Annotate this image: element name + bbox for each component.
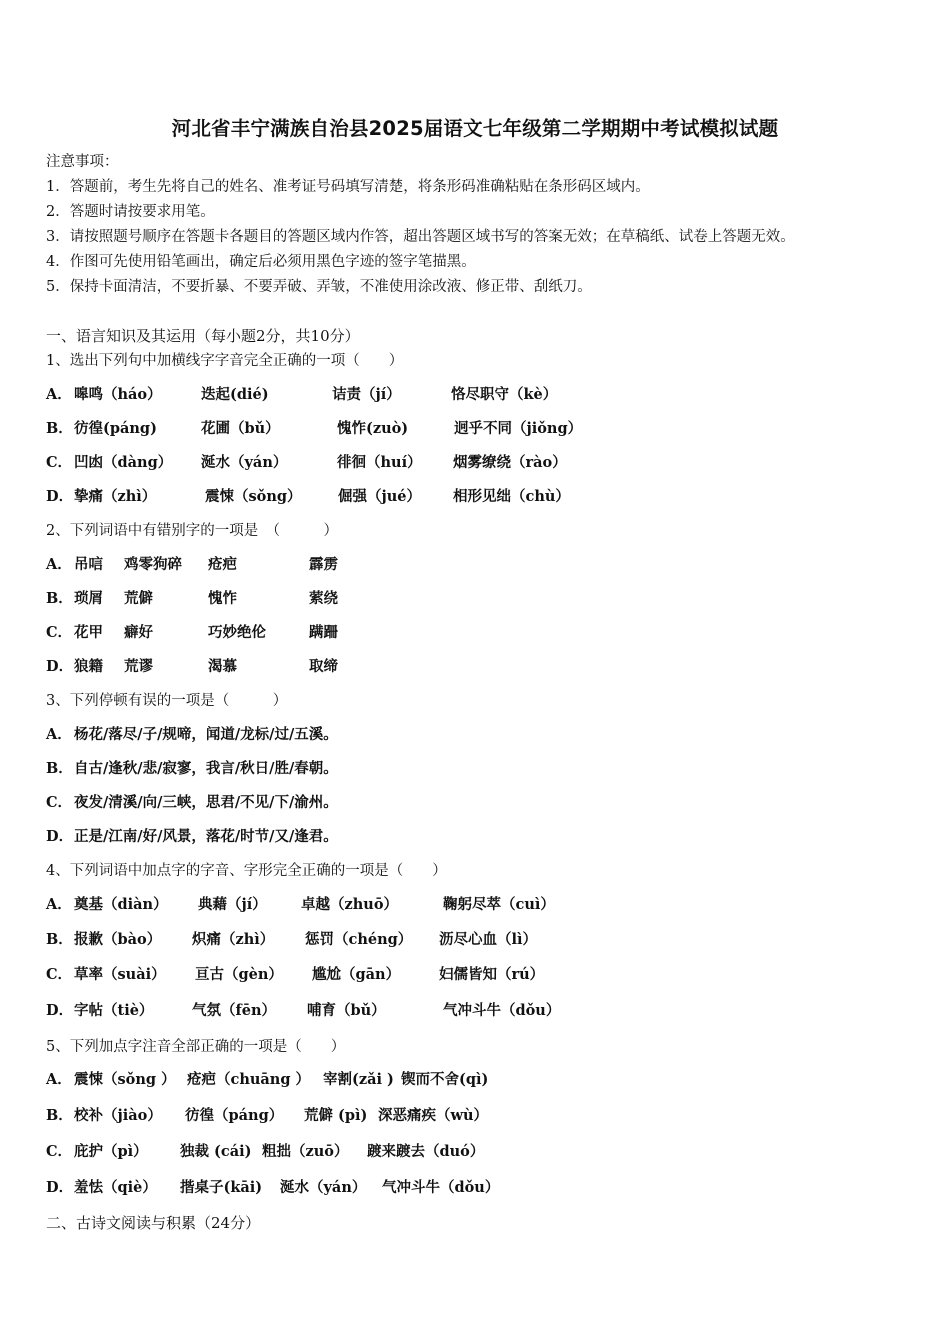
option-row [46, 589, 338, 609]
option-item: 杨花/落尽/子/规啼，闻道/龙标/过/五溪。 [74, 726, 338, 743]
option-item: 报歉（bào） [74, 931, 162, 948]
option-item: 锲而不舍(qì) [401, 1071, 489, 1088]
option-item: 震悚（sǒng） [205, 488, 302, 505]
option-item: 迭起(dié) [201, 386, 269, 403]
option-item: 花甲 [74, 624, 103, 641]
option-row [46, 657, 338, 677]
option-label: D． [46, 1002, 74, 1019]
option-item: 夜发/清溪/向/三峡，思君/不见/下/渝州。 [74, 794, 338, 811]
option-item: 深恶痛疾（wù） [378, 1107, 489, 1124]
option-item: 卓越（zhuō） [301, 896, 398, 913]
option-item: 彷徨（páng） [185, 1107, 284, 1124]
option-label: C． [46, 624, 73, 641]
option-item: 愧怍(zuò) [337, 420, 409, 437]
question-stem: 1、选出下列句中加横线字字音完全正确的一项（ ） [46, 353, 404, 369]
question-stem: 4、下列词语中加点字的字音、字形完全正确的一项是（ ） [46, 863, 447, 879]
option-item: 妇儒皆知（rú） [439, 966, 545, 983]
option-item: 鞠躬尽萃（cuì） [443, 896, 555, 913]
option-item: 涎水（yán） [280, 1179, 367, 1196]
notice-heading: 注意事项： [46, 154, 119, 170]
option-label: D． [46, 828, 74, 845]
option-row [46, 965, 544, 985]
option-item: 倔强（jué） [338, 488, 422, 505]
option-item: 字帖（tiè） [74, 1002, 154, 1019]
option-item: 踱来踱去（duó） [367, 1143, 485, 1160]
option-item: 沥尽心血（lì） [439, 931, 538, 948]
option-item: 巧妙绝伦 [208, 624, 266, 641]
question-stem: 3、下列停顿有误的一项是（ ） [46, 693, 288, 709]
option-item: 徘徊（huí） [337, 454, 422, 471]
option-row [46, 1070, 488, 1090]
option-label: B． [46, 420, 73, 437]
option-item: 凹凼（dàng） [74, 454, 173, 471]
option-row [46, 385, 557, 405]
option-item: 挚痛（zhì） [74, 488, 157, 505]
section-heading: 二、古诗文阅读与积累（24分） [46, 1214, 261, 1232]
notice-item: 1．答题前，考生先将自己的姓名、准考证号码填写清楚，将条形码准确粘贴在条形码区域内。 [46, 179, 650, 195]
notice-item: 3．请按照题号顺序在答题卡各题目的答题区域内作答，超出答题区域书写的答案无效；在草稿纸、试卷上答题无效。 [46, 229, 795, 245]
option-item: 荒僻 [124, 590, 153, 607]
notice-item: 5．保持卡面清洁，不要折暴、不要弄破、弄皱，不准使用涂改液、修正带、刮纸刀。 [46, 279, 592, 295]
option-row [46, 895, 555, 915]
option-item: 惩罚（chéng） [305, 931, 413, 948]
option-row [46, 1106, 488, 1126]
option-item: 震悚（sǒng ） [74, 1071, 176, 1088]
option-item: 疮疤（chuāng ） [187, 1071, 311, 1088]
option-item: 草率（suài） [74, 966, 166, 983]
option-item: 奠基（diàn） [74, 896, 168, 913]
option-item: 萦绕 [309, 590, 338, 607]
notice-item: 2．答题时请按要求用笔。 [46, 204, 215, 220]
option-row [46, 1178, 499, 1198]
option-row [46, 419, 582, 439]
option-item: 琐屑 [74, 590, 103, 607]
option-label: D． [46, 488, 74, 505]
option-item: 涎水（yán） [201, 454, 288, 471]
option-item: 迥乎不同（jiǒng） [454, 420, 583, 437]
option-item: 典藉（jí） [198, 896, 267, 913]
option-label: B． [46, 590, 73, 607]
option-item: 庇护（pì） [74, 1143, 148, 1160]
option-item: 自古/逢秋/悲/寂寥，我言/秋日/胜/春朝。 [74, 760, 338, 777]
option-item: 宰割(zǎi ) [323, 1071, 394, 1088]
option-row [46, 725, 338, 745]
option-label: C． [46, 794, 73, 811]
option-label: A． [46, 896, 72, 913]
option-row [46, 930, 537, 950]
option-label: A． [46, 1071, 72, 1088]
option-item: 蹒跚 [309, 624, 338, 641]
option-item: 吊唁 [74, 556, 103, 573]
option-label: A． [46, 386, 72, 403]
option-item: 揩桌子(kāi) [180, 1179, 263, 1196]
option-item: 恪尽职守（kè） [451, 386, 558, 403]
option-item: 鸡零狗碎 [124, 556, 182, 573]
option-label: B． [46, 1107, 73, 1124]
option-item: 尴尬（gān） [312, 966, 401, 983]
option-item: 炽痛（zhì） [192, 931, 275, 948]
option-item: 荒僻 (pì) [304, 1107, 368, 1124]
option-item: 气冲斗牛（dǒu） [443, 1002, 561, 1019]
option-item: 气氛（fēn） [192, 1002, 277, 1019]
option-item: 癖好 [124, 624, 153, 641]
option-item: 彷徨(páng) [74, 420, 157, 437]
option-label: B． [46, 931, 73, 948]
option-row [46, 623, 338, 643]
option-row [46, 1142, 484, 1162]
notice-item: 4．作图可先使用铅笔画出，确定后必须用黑色字迹的签字笔描黑。 [46, 254, 476, 270]
option-item: 独裁 (cái) [180, 1143, 252, 1160]
option-row [46, 1001, 560, 1021]
option-item: 嗥鸣（háo） [74, 386, 162, 403]
option-label: C． [46, 454, 73, 471]
option-row [46, 453, 567, 473]
option-row [46, 555, 338, 575]
question-stem: 2、下列词语中有错别字的一项是 （ ） [46, 523, 338, 539]
option-item: 羞怯（qiè） [74, 1179, 157, 1196]
option-row [46, 759, 338, 779]
section-heading: 一、语言知识及其运用（每小题2分，共10分） [46, 327, 360, 345]
option-row [46, 487, 570, 507]
option-label: D． [46, 1179, 74, 1196]
option-item: 亘古（gèn） [195, 966, 283, 983]
option-item: 正是/江南/好/风景，落花/时节/又/逢君。 [74, 828, 338, 845]
option-item: 气冲斗牛（dǒu） [382, 1179, 500, 1196]
page-title: 河北省丰宁满族自治县2025届语文七年级第二学期期中考试模拟试题 [171, 117, 779, 140]
option-item: 烟雾缭绕（rào） [453, 454, 567, 471]
option-label: C． [46, 966, 73, 983]
option-item: 粗拙（zuō） [262, 1143, 349, 1160]
option-item: 诘责（jí） [332, 386, 401, 403]
option-item: 校补（jiào） [74, 1107, 162, 1124]
option-row [46, 827, 338, 847]
option-item: 愧怍 [208, 590, 237, 607]
option-item: 花圃（bǔ） [201, 420, 280, 437]
option-item: 取缔 [309, 658, 338, 675]
option-row [46, 793, 338, 813]
option-label: A． [46, 556, 72, 573]
option-item: 哺育（bǔ） [307, 1002, 386, 1019]
option-label: D． [46, 658, 74, 675]
option-item: 疮疤 [208, 556, 237, 573]
option-label: A． [46, 726, 72, 743]
option-label: B． [46, 760, 73, 777]
option-item: 渴慕 [208, 658, 237, 675]
question-stem: 5、下列加点字注音全部正确的一项是（ ） [46, 1039, 346, 1055]
option-item: 荒谬 [124, 658, 153, 675]
option-item: 狼籍 [74, 658, 103, 675]
option-item: 相形见绌（chù） [453, 488, 570, 505]
option-item: 霹雳 [309, 556, 338, 573]
option-label: C． [46, 1143, 73, 1160]
